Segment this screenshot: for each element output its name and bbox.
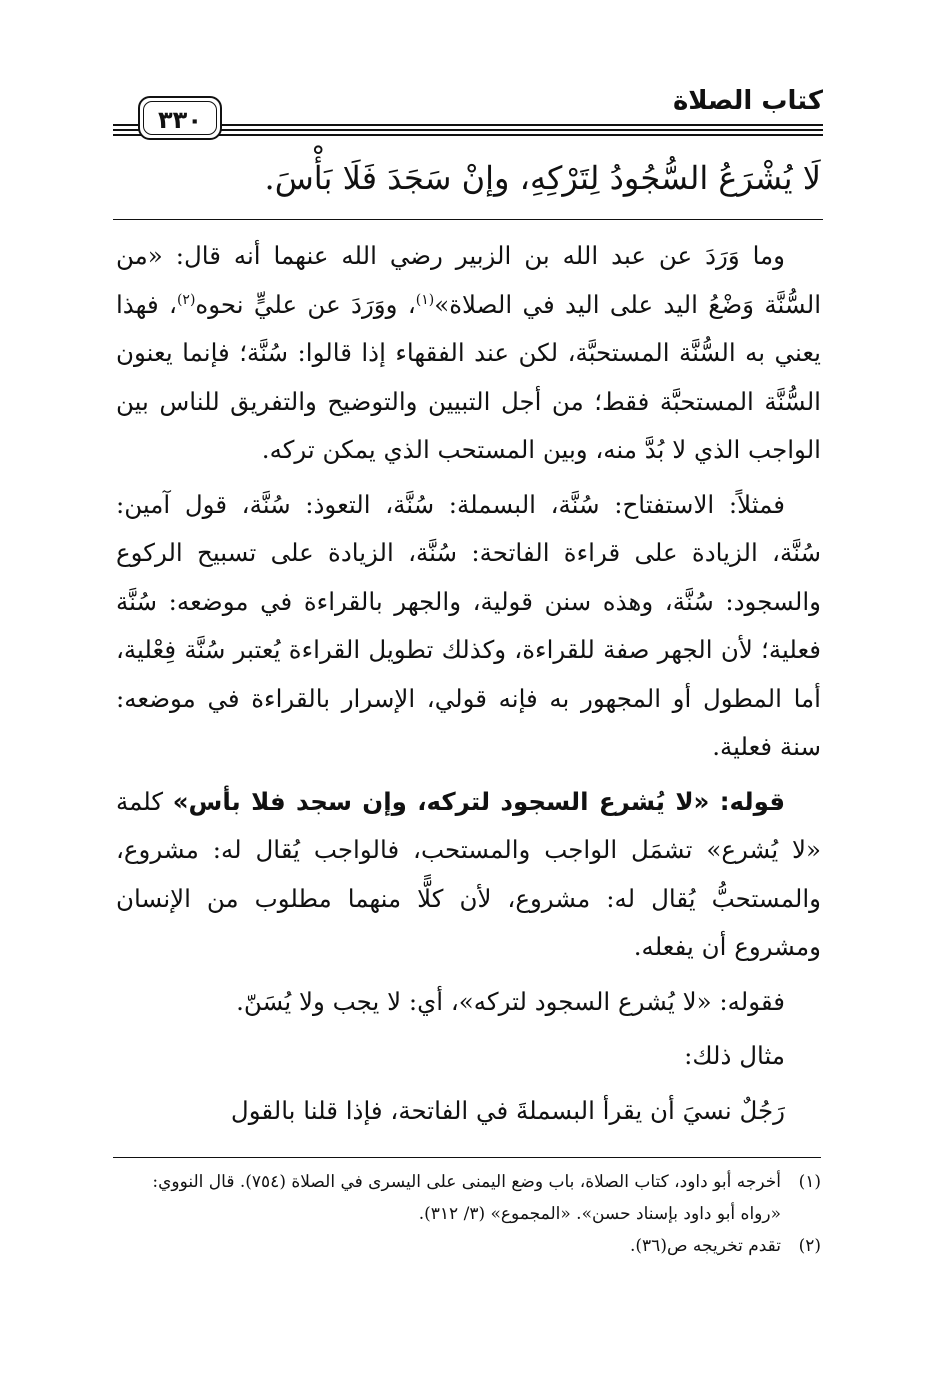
footnote	[116, 1230, 821, 1262]
paragraph-text: كلمة «لا يُشرع» تشمَل الواجب والمستحب، فالواجب يُقال له: مشروع، والمستحبُّ يُقال له: مشروع، لأن كلًّا منهما مطلوب من الإنسان ومشروع أن يفعله.	[116, 786, 821, 961]
matn-separator	[113, 219, 823, 220]
quoted-matn: قوله: «لا يُشرع السجود لتركه، وإن سجد فلا بأس»	[172, 786, 785, 816]
footnote	[116, 1166, 821, 1230]
running-header-title: كتاب الصلاة	[672, 86, 823, 116]
paragraph-text: ، فهذا يعني به السُّنَّة المستحبَّة، لكن عند الفقهاء إذا قالوا: سُنَّة؛ فإنما يعنون السُّنَّة المستحبَّة فقط؛ من أجل التبيين والتوضيح والتفريق للناس بين الواجب الذي لا بُدَّ منه، وبين المستحب الذي يمكن تركه.	[116, 289, 821, 464]
page-number: ٣٣٠	[158, 106, 202, 134]
footnote-number: (٢)	[798, 1236, 821, 1256]
paragraph: فمثلاً: الاستفتاح: سُنَّة، البسملة: سُنَّة، التعوذ: سُنَّة، قول آمين: سُنَّة، الزيادة على قراءة الفاتحة: سُنَّة، الزيادة على تسبيح الركوع والسجود: سُنَّة، وهذه سنن قولية، والجهر بالقراءة في موضعه: سُنَّة فعلية؛ لأن الجهر صفة للقراءة، وكذلك تطويل القراءة يُعتبر سُنَّة فِعْلية، أما المطول أو المجهور به فإنه قولي، الإسرار بالقراءة في موضعه: سنة فعلية.	[116, 489, 821, 761]
paragraph: فقوله: «لا يُشرع السجود لتركه»، أي: لا يجب ولا يُسَنّ.	[236, 986, 785, 1016]
footnotes	[116, 1166, 821, 1262]
paragraph-text: ، ووَرَدَ عن عليٍّ نحوه	[195, 289, 416, 319]
paragraph	[116, 778, 821, 972]
paragraph: مثال ذلك:	[684, 1041, 785, 1070]
page-number-badge	[138, 96, 222, 140]
footnote-separator	[113, 1157, 821, 1158]
paragraph	[116, 232, 821, 475]
footnote-ref[interactable]: (١)	[415, 291, 435, 308]
matn-text: لَا يُشْرَعُ السُّجُودُ لِتَرْكِهِ، وإنْ سَجَدَ فَلَا بَأْسَ.	[264, 159, 821, 197]
footnote-ref[interactable]: (٢)	[176, 291, 196, 308]
footnote-number: (١)	[798, 1172, 821, 1192]
paragraph: رَجُلٌ نسيَ أن يقرأ البسملةَ في الفاتحة، فإذا قلنا بالقول	[230, 1095, 785, 1125]
footnote-text: تقدم تخريجه ص(٣٦).	[630, 1236, 781, 1256]
footnote-text: أخرجه أبو داود، كتاب الصلاة، باب وضع اليمنى على اليسرى في الصلاة (٧٥٤). قال النووي: «رواه أبو داود بإسناد حسن». «المجموع» (٣/ ٣١٢).	[152, 1172, 781, 1224]
page-number-frame	[143, 101, 217, 135]
paragraph-text: وما وَرَدَ عن عبد الله بن الزبير رضي الله عنهما أنه قال: «من السُّنَّة وَضْعُ اليد على اليد في الصلاة»	[116, 241, 821, 319]
commentary-body	[116, 232, 821, 1141]
